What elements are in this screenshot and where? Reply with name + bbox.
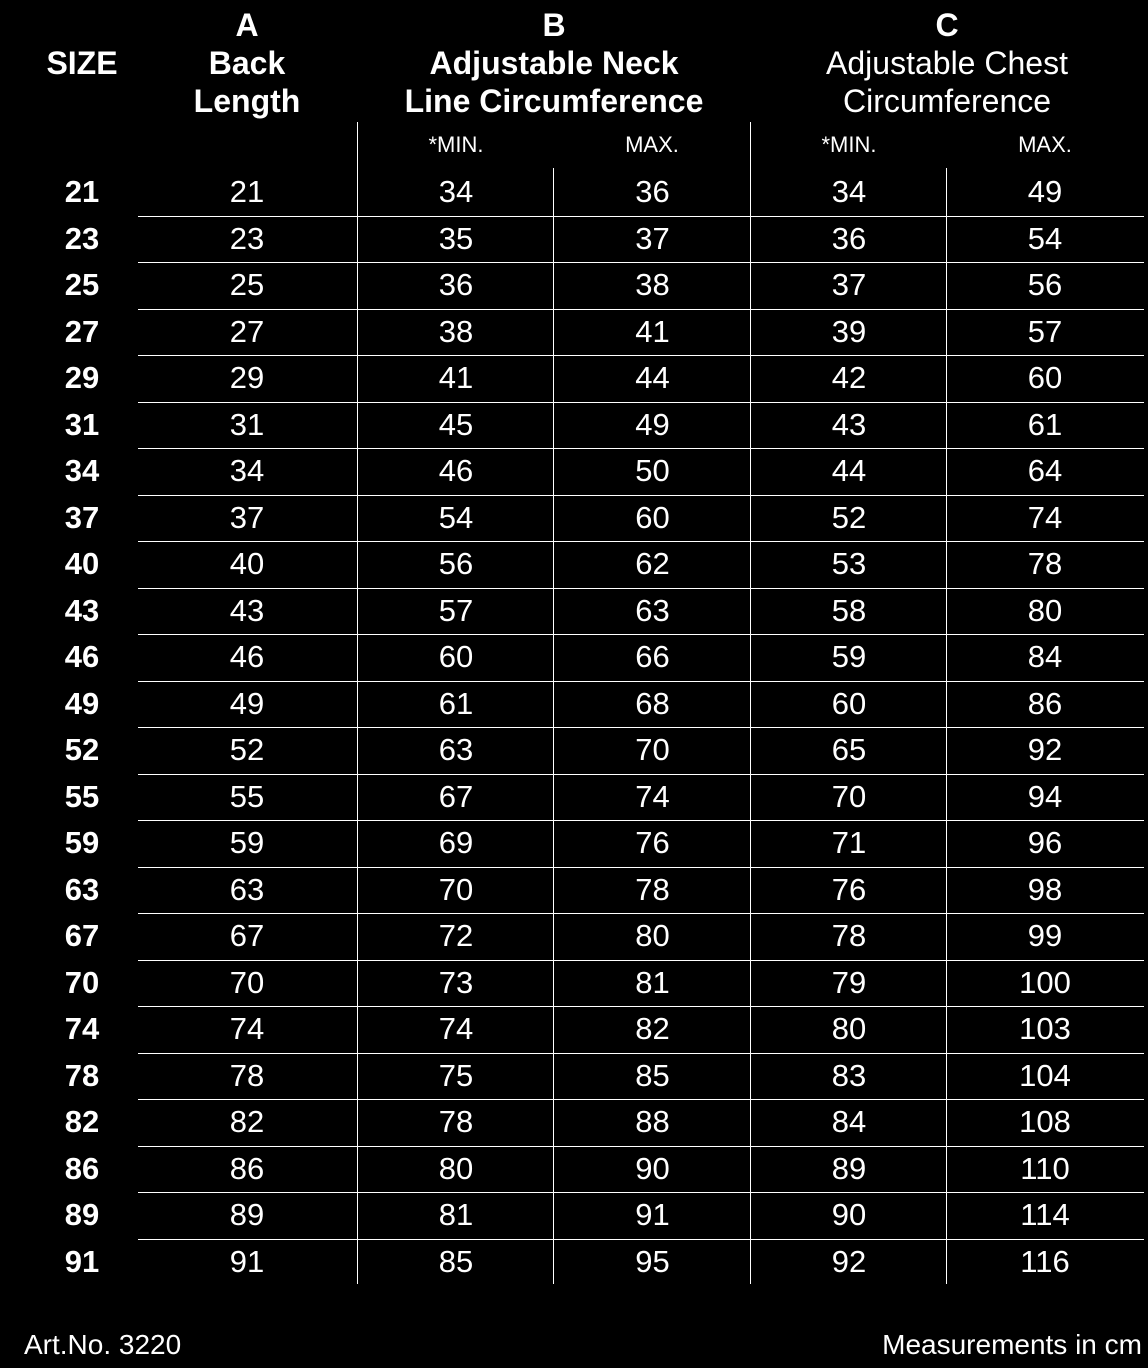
chest-min-cell: 52: [831, 500, 867, 535]
table-row: [0, 1192, 1148, 1238]
chest-max-cell: 98: [1027, 872, 1063, 907]
chest-min-cell: 53: [831, 546, 867, 581]
back-length-cell: 52: [229, 732, 265, 767]
neck-max-cell: 76: [635, 825, 670, 860]
neck-min-cell: 78: [438, 1104, 474, 1139]
neck-min-cell: 34: [438, 174, 474, 209]
size-cell: 55: [64, 779, 100, 814]
back-length-cell: 70: [229, 965, 265, 1000]
neck-min-cell: 54: [438, 500, 474, 535]
chest-max-cell: 80: [1027, 593, 1063, 628]
neck-min-cell: 57: [438, 593, 474, 628]
table-row: [0, 402, 1148, 448]
neck-max-cell: 49: [635, 407, 670, 442]
size-cell: 49: [64, 686, 100, 721]
back-length-cell: 37: [229, 500, 265, 535]
back-length-cell: 31: [229, 407, 265, 442]
back-length-cell: 55: [229, 779, 265, 814]
chest-max-cell: 56: [1027, 267, 1063, 302]
neck-min-cell: 45: [438, 407, 474, 442]
chest-min-cell: 34: [831, 174, 867, 209]
chest-min-cell: 59: [831, 639, 867, 674]
column-a-title-line1: Back: [208, 45, 286, 81]
size-cell: 34: [64, 453, 100, 488]
size-cell: 78: [64, 1058, 100, 1093]
column-c-max-subheader: MAX.: [1018, 132, 1072, 157]
back-length-cell: 67: [229, 918, 265, 953]
measurement-units-note: Measurements in cm: [882, 1329, 1142, 1360]
size-cell: 89: [64, 1197, 100, 1232]
back-length-cell: 46: [229, 639, 265, 674]
chest-max-cell: 64: [1027, 453, 1063, 488]
chest-max-cell: 114: [1020, 1197, 1070, 1232]
chest-max-cell: 108: [1019, 1104, 1071, 1139]
column-b-letter: B: [542, 7, 566, 43]
size-cell: 70: [64, 965, 100, 1000]
chest-max-cell: 61: [1027, 407, 1063, 442]
size-cell: 37: [64, 500, 100, 535]
column-b-title-line1: Adjustable Neck: [429, 45, 679, 81]
chest-min-cell: 84: [831, 1104, 867, 1139]
neck-min-cell: 72: [438, 918, 474, 953]
neck-min-cell: 81: [438, 1197, 474, 1232]
neck-min-cell: 56: [438, 546, 474, 581]
table-row: [0, 588, 1148, 634]
size-cell: 25: [64, 267, 100, 302]
back-length-cell: 40: [229, 546, 265, 581]
column-a-header: [147, 6, 347, 120]
table-row: [0, 820, 1148, 866]
chest-min-cell: 60: [831, 686, 867, 721]
back-length-cell: 63: [229, 872, 265, 907]
neck-min-cell: 63: [438, 732, 474, 767]
neck-max-cell: 85: [635, 1058, 670, 1093]
chest-min-cell: 89: [831, 1151, 867, 1186]
table-row: [0, 727, 1148, 773]
back-length-cell: 43: [229, 593, 265, 628]
size-cell: 67: [64, 918, 100, 953]
neck-max-cell: 82: [635, 1011, 670, 1046]
neck-max-cell: 50: [635, 453, 670, 488]
chest-max-cell: 99: [1027, 918, 1063, 953]
neck-max-cell: 88: [635, 1104, 670, 1139]
neck-min-cell: 75: [438, 1058, 474, 1093]
table-row: [0, 1053, 1148, 1099]
size-cell: 52: [64, 732, 100, 767]
chest-max-cell: 100: [1019, 965, 1071, 1000]
chest-max-cell: 94: [1027, 779, 1063, 814]
chest-max-cell: 78: [1027, 546, 1063, 581]
table-row: [0, 309, 1148, 355]
table-row: [0, 262, 1148, 308]
column-a-letter: A: [235, 7, 259, 43]
article-number: Art.No. 3220: [24, 1329, 182, 1360]
size-cell: 59: [64, 825, 100, 860]
table-row: [0, 681, 1148, 727]
size-cell: 63: [64, 872, 100, 907]
back-length-cell: 86: [229, 1151, 265, 1186]
column-c-header: [751, 6, 1143, 120]
chest-min-cell: 79: [831, 965, 867, 1000]
size-cell: 40: [64, 546, 100, 581]
table-row: [0, 355, 1148, 401]
chest-max-cell: 104: [1019, 1058, 1071, 1093]
table-row: [0, 1146, 1148, 1192]
table-row: [0, 216, 1148, 262]
size-cell: 74: [64, 1011, 100, 1046]
neck-max-cell: 90: [635, 1151, 670, 1186]
chest-min-cell: 43: [831, 407, 867, 442]
chest-max-cell: 84: [1027, 639, 1063, 674]
back-length-cell: 25: [229, 267, 265, 302]
chest-max-cell: 74: [1027, 500, 1063, 535]
neck-min-cell: 38: [438, 314, 474, 349]
table-row: [0, 913, 1148, 959]
table-row: [0, 867, 1148, 913]
chest-min-cell: 65: [831, 732, 867, 767]
table-row: [0, 1006, 1148, 1052]
back-length-cell: 74: [229, 1011, 265, 1046]
back-length-cell: 21: [229, 174, 265, 209]
neck-max-cell: 80: [635, 918, 670, 953]
table-row: [0, 541, 1148, 587]
table-row: [0, 634, 1148, 680]
neck-max-cell: 95: [635, 1244, 670, 1279]
neck-min-cell: 46: [438, 453, 474, 488]
column-c-title-line1: Adjustable Chest: [826, 45, 1068, 81]
chest-max-cell: 57: [1027, 314, 1063, 349]
neck-max-cell: 62: [635, 546, 670, 581]
column-b-header: [358, 6, 750, 120]
back-length-cell: 78: [229, 1058, 265, 1093]
back-length-cell: 29: [229, 360, 265, 395]
neck-max-cell: 74: [635, 779, 670, 814]
neck-min-cell: 69: [438, 825, 474, 860]
chest-min-cell: 78: [831, 918, 867, 953]
neck-min-cell: 67: [438, 779, 474, 814]
back-length-cell: 23: [229, 221, 265, 256]
back-length-cell: 82: [229, 1104, 265, 1139]
neck-max-cell: 44: [635, 360, 670, 395]
column-a-title-line2: Length: [193, 83, 301, 119]
neck-min-cell: 70: [438, 872, 474, 907]
neck-max-cell: 37: [635, 221, 670, 256]
size-cell: 43: [64, 593, 100, 628]
chest-min-cell: 39: [831, 314, 867, 349]
neck-min-cell: 35: [438, 221, 474, 256]
neck-max-cell: 41: [635, 314, 670, 349]
neck-max-cell: 38: [635, 267, 670, 302]
size-cell: 27: [64, 314, 100, 349]
column-b-title-line2: Line Circumference: [404, 83, 704, 119]
neck-min-cell: 80: [438, 1151, 474, 1186]
table-row: [0, 1099, 1148, 1145]
neck-max-cell: 63: [635, 593, 670, 628]
neck-max-cell: 91: [635, 1197, 670, 1232]
neck-max-cell: 78: [635, 872, 670, 907]
neck-min-cell: 85: [438, 1244, 474, 1279]
size-cell: 46: [64, 639, 100, 674]
chest-min-cell: 58: [831, 593, 867, 628]
chest-min-cell: 80: [831, 1011, 867, 1046]
table-row: [0, 495, 1148, 541]
size-cell: 23: [64, 221, 100, 256]
chest-min-cell: 70: [831, 779, 867, 814]
chest-min-cell: 42: [831, 360, 867, 395]
neck-min-cell: 61: [438, 686, 474, 721]
chest-max-cell: 92: [1027, 732, 1063, 767]
back-length-cell: 34: [229, 453, 265, 488]
neck-max-cell: 81: [635, 965, 670, 1000]
table-row: [0, 448, 1148, 494]
column-c-min-subheader: *MIN.: [821, 132, 877, 157]
chest-min-cell: 44: [831, 453, 867, 488]
chest-max-cell: 49: [1027, 174, 1063, 209]
column-b-max-subheader: MAX.: [625, 132, 679, 157]
chest-max-cell: 103: [1019, 1011, 1071, 1046]
chest-max-cell: 116: [1020, 1244, 1070, 1279]
size-column-header: [20, 44, 144, 82]
size-cell: 82: [64, 1104, 100, 1139]
neck-min-cell: 74: [438, 1011, 474, 1046]
neck-min-cell: 73: [438, 965, 474, 1000]
neck-max-cell: 66: [635, 639, 670, 674]
size-cell: 91: [64, 1244, 100, 1279]
size-cell: 86: [64, 1151, 100, 1186]
table-row: [0, 960, 1148, 1006]
chest-min-cell: 90: [831, 1197, 867, 1232]
table-row: [0, 1239, 1148, 1285]
back-length-cell: 91: [229, 1244, 265, 1279]
neck-max-cell: 70: [635, 732, 670, 767]
chest-max-cell: 60: [1027, 360, 1063, 395]
size-cell: 31: [64, 407, 100, 442]
chest-min-cell: 36: [831, 221, 867, 256]
table-row: [0, 169, 1148, 215]
chest-min-cell: 71: [831, 825, 867, 860]
neck-min-cell: 60: [438, 639, 474, 674]
back-length-cell: 49: [229, 686, 265, 721]
chest-min-cell: 76: [831, 872, 867, 907]
back-length-cell: 27: [229, 314, 265, 349]
back-length-cell: 59: [229, 825, 265, 860]
column-c-title-line2: Circumference: [842, 83, 1052, 119]
back-length-cell: 89: [229, 1197, 265, 1232]
column-b-min-subheader: *MIN.: [428, 132, 484, 157]
chest-min-cell: 83: [831, 1058, 867, 1093]
neck-max-cell: 68: [635, 686, 670, 721]
chest-min-cell: 37: [831, 267, 867, 302]
neck-max-cell: 60: [635, 500, 670, 535]
chest-max-cell: 110: [1020, 1151, 1070, 1186]
size-cell: 29: [64, 360, 100, 395]
chest-max-cell: 54: [1027, 221, 1063, 256]
chest-max-cell: 86: [1027, 686, 1063, 721]
table-row: [0, 774, 1148, 820]
chest-max-cell: 96: [1027, 825, 1063, 860]
chest-min-cell: 92: [831, 1244, 867, 1279]
neck-max-cell: 36: [635, 174, 670, 209]
neck-min-cell: 41: [438, 360, 474, 395]
neck-min-cell: 36: [438, 267, 474, 302]
size-cell: 21: [64, 174, 100, 209]
column-c-letter: C: [935, 7, 959, 43]
size-header-label: SIZE: [46, 45, 118, 81]
